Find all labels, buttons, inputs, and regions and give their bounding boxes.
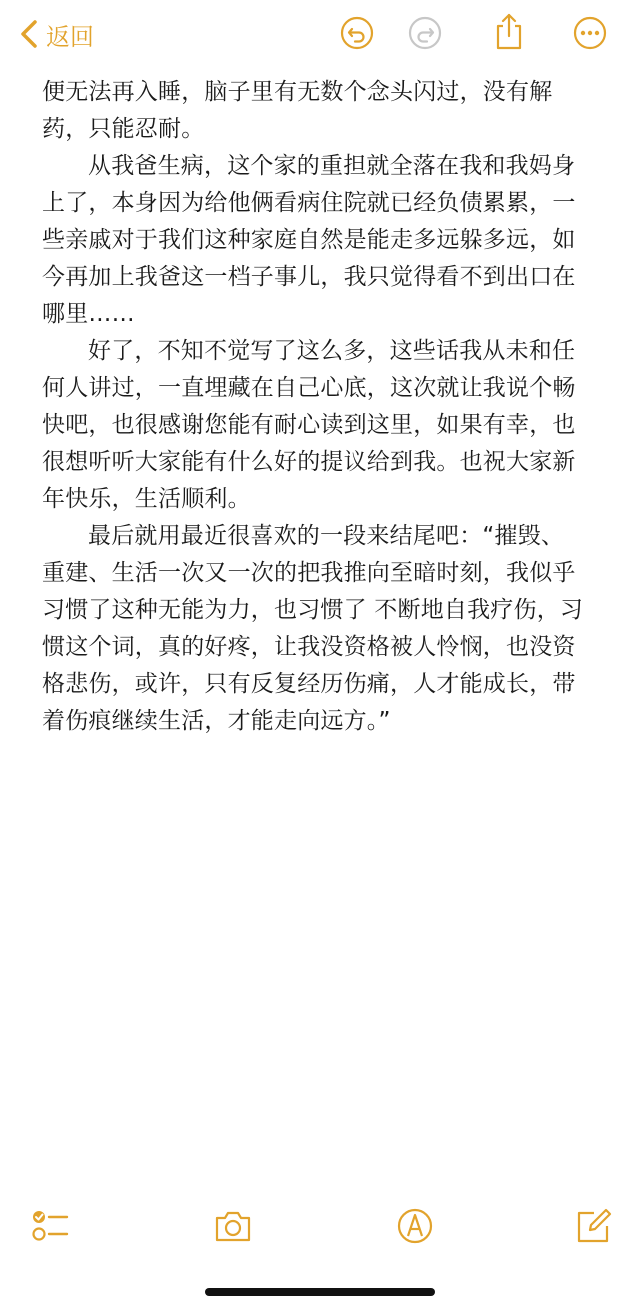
top-navigation-bar [0,0,640,72]
chevron-left-icon [16,18,42,50]
note-paragraph: 好了，不知不觉写了这么多，这些话我从未和任何人讲过，一直埋藏在自己心底，这次就让我说个畅快吧，也很感谢您能有耐心读到这里，如果有幸，也很想听听大家能有什么好的提议给到我。也祝大家新年快乐，生活顺利。 [42,338,576,512]
undo-icon[interactable] [340,16,374,50]
note-paragraph: 从我爸生病，这个家的重担就全落在我和我妈身上了，本身因为给他俩看病住院就已经负债累累，一些亲戚对于我们这种家庭自然是能走多远躲多远，如今再加上我爸这一档子事儿，我只觉得看不到出口在哪里…… [42,153,576,327]
compose-icon[interactable] [574,1206,614,1246]
home-indicator[interactable] [205,1288,435,1296]
back-label: 返回 [46,22,94,51]
redo-icon[interactable] [408,16,442,50]
back-button[interactable] [16,14,94,54]
bottom-toolbar [0,1200,640,1260]
checklist-icon[interactable] [30,1206,70,1246]
note-body[interactable] [42,74,587,740]
share-icon[interactable] [492,12,526,50]
note-paragraph: 最后就用最近很喜欢的一段来结尾吧：“摧毁、重建、生活一次又一次的把我推向至暗时刻，我似乎习惯了这种无能为力，也习惯了 不断地自我疗伤，习惯这个词，真的好疼，让我没资格被人怜悯，也没资格悲伤，或许，只有反复经历伤痛，人才能成长，带着伤痕继续生活，才能走向远方。” [42,523,584,734]
more-icon[interactable] [573,16,607,50]
camera-icon[interactable] [213,1206,253,1246]
markup-icon[interactable] [395,1206,435,1246]
note-paragraph: 便无法再入睡，脑子里有无数个念头闪过，没有解药，只能忍耐。 [42,79,553,142]
